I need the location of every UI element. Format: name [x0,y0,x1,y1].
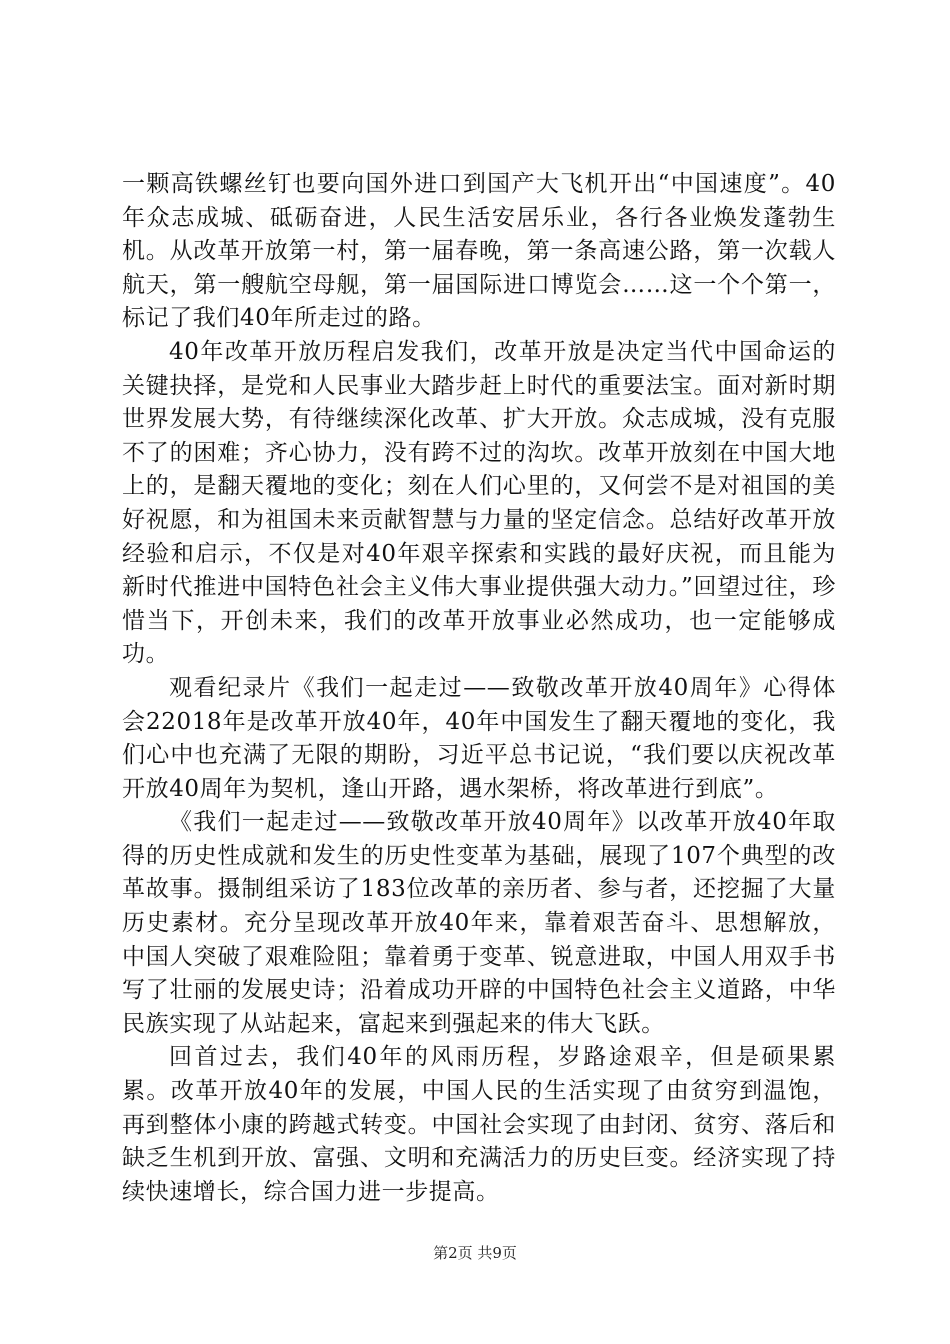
page-footer: 第2页 共9页 [433,1244,517,1262]
paragraph: 40年改革开放历程启发我们，改革开放是决定当代中国命运的关键抉择，是党和人民事业大踏步赶上时代的重要法宝。面对新时期世界发展大势，有待继续深化改革、扩大开放。众志成城，没有克服不了的困难；齐心协力，没有跨不过的沟坎。改革开放刻在中国大地上的，是翻天覆地的变化；刻在人们心里的，又何尝不是对祖国的美好祝愿，和为祖国未来贡献智慧与力量的坚定信念。总结好改革开放经验和启示，不仅是对40年艰辛探索和实践的最好庆祝，而且能为新时代推进中国特色社会主义伟大事业提供强大动力。”回望过往，珍惜当下，开创未来，我们的改革开放事业必然成功，也一定能够成功。 [122,338,836,668]
paragraph: 观看纪录片《我们一起走过——致敬改革开放40周年》心得体会22018年是改革开放40年，40年中国发生了翻天覆地的变化，我们心中也充满了无限的期盼，习近平总书记说，“我们要以庆祝改革开放40周年为契机，逢山开路，遇水架桥，将改革进行到底”。 [122,674,836,802]
paragraph: 回首过去，我们40年的风雨历程，岁路途艰辛，但是硕果累累。改革开放40年的发展，中国人民的生活实现了由贫穷到温饱，再到整体小康的跨越式转变。中国社会实现了由封闭、贫穷、落后和缺乏生机到开放、富强、文明和充满活力的历史巨变。经济实现了持续快速增长，综合国力进一步提高。 [122,1044,836,1205]
document-body [122,168,836,1209]
paragraph-continuation: 一颗高铁螺丝钉也要向国外进口到国产大飞机开出“中国速度”。40年众志成城、砥砺奋进，人民生活安居乐业，各行各业焕发蓬勃生机。从改革开放第一村，第一届春晚，第一条高速公路，第一次载人航天，第一艘航空母舰，第一届国际进口博览会……这一个个第一，标记了我们40年所走过的路。 [122,171,836,332]
paragraph: 《我们一起走过——致敬改革开放40周年》以改革开放40年取得的历史性成就和发生的历史性变革为基础，展现了107个典型的改革故事。摄制组采访了183位改革的亲历者、参与者，还挖掘了大量历史素材。充分呈现改革开放40年来，靠着艰苦奋斗、思想解放，中国人突破了艰难险阻；靠着勇于变革、锐意进取，中国人用双手书写了壮丽的发展史诗；沿着成功开辟的中国特色社会主义道路，中华民族实现了从站起来，富起来到强起来的伟大飞跃。 [122,809,836,1037]
